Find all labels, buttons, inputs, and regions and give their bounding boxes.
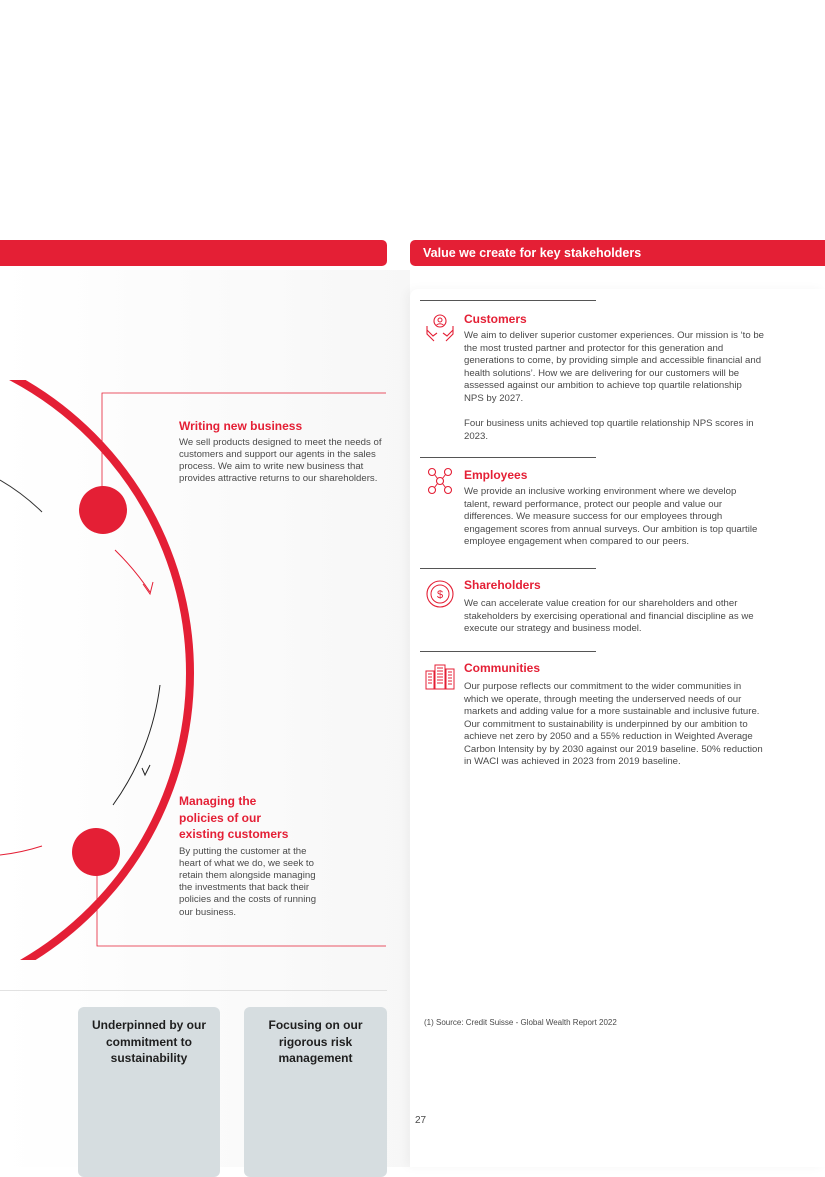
- writing-new-business-title: Writing new business: [179, 419, 303, 433]
- managing-title-line-3: existing customers: [179, 827, 289, 841]
- managing-node: [72, 828, 120, 876]
- risk-management-box-label: Focusing on our rigorous risk management: [268, 1018, 363, 1065]
- shareholders-rule: [420, 568, 596, 569]
- customer-care-icon: [424, 312, 456, 344]
- stakeholders-header-bar: [410, 240, 825, 266]
- employees-network-icon: [424, 465, 456, 497]
- shareholders-paragraph-1: We can accelerate value creation for our shareholders and other stakeholders by exercising operational and financial discipline as we execute our strategy and business model.: [464, 598, 754, 634]
- cycle-arrowhead-dark: [142, 765, 150, 775]
- stakeholder-shareholders: [420, 568, 765, 648]
- customers-title: Customers: [464, 312, 527, 326]
- footnote: (1) Source: Credit Suisse - Global Wealth Report 2022: [424, 1018, 617, 1027]
- svg-text:$: $: [436, 589, 444, 601]
- customers-paragraph-1: We aim to deliver superior customer experiences. Our mission is ‘to be the most trusted partner and protector for this generation and generations to come, by providing simple and accessible financial and health solutions’. How we are delivering for our customers will be assessed against our ambition to achieve top quartile relationship NPS by 2027.: [464, 330, 765, 404]
- stakeholder-communities: [420, 651, 765, 801]
- cycle-arrow-dark: [113, 685, 160, 805]
- sustainability-box-label: Underpinned by our commitment to sustainability: [92, 1018, 206, 1065]
- customers-rule: [420, 300, 596, 301]
- managing-policies-block: [179, 793, 319, 919]
- buildings-icon: [424, 661, 456, 693]
- customers-paragraph-2: Four business units achieved top quartile relationship NPS scores in 2023.: [464, 418, 754, 442]
- employees-rule: [420, 457, 596, 458]
- employees-paragraph-1: We provide an inclusive working environment where we develop talent, reward performance, protect our people and value our differences. We measure success for our employees through engagement scores from annual surveys. Our ambition is top quartile employee engagement when compared to our peers.: [464, 486, 758, 547]
- left-section-bar: [0, 240, 387, 266]
- shareholders-title: Shareholders: [464, 578, 541, 592]
- stakeholders-header-title: Value we create for key stakeholders: [423, 246, 642, 260]
- communities-paragraph-1: Our purpose reflects our commitment to the wider communities in which we operate, through meeting the underserved needs of our markets and adding value for a more sustainable and inclusive future. Our commitment to sustainability is underpinned by our ambition to achieve net zero by 2050 and a 55% reduction in Weighted Average Carbon Intensity by by 2030 against our 2019 baseline. 50% reduction in WACI was achieved in 2023 from 2019 baseline.: [464, 681, 763, 767]
- managing-title-line-2: policies of our: [179, 810, 262, 825]
- stakeholder-customers: [420, 300, 765, 450]
- writing-new-business-block: [179, 418, 384, 485]
- dollar-coin-icon: [424, 578, 456, 610]
- managing-policies-text: By putting the customer at the heart of what we do, we seek to retain them alongside managing the investments that back their policies and the costs of running our business.: [179, 845, 317, 918]
- writing-new-business-text: We sell products designed to meet the needs of customers and support our agents in the sales process. We aim to write new business that provides attractive returns to our shareholders.: [179, 436, 382, 485]
- inner-arc-bottom: [0, 846, 42, 855]
- risk-management-box: [244, 1007, 387, 1177]
- communities-title: Communities: [464, 661, 541, 675]
- employees-title: Employees: [464, 468, 528, 482]
- communities-rule: [420, 651, 596, 652]
- page-number: 27: [415, 1115, 427, 1126]
- left-divider: [0, 990, 387, 991]
- writing-node: [79, 486, 127, 534]
- managing-title-line-1: Managing the: [179, 794, 257, 808]
- sustainability-box: [78, 1007, 220, 1177]
- stakeholder-employees: [420, 457, 765, 567]
- inner-arc-top: [0, 480, 42, 512]
